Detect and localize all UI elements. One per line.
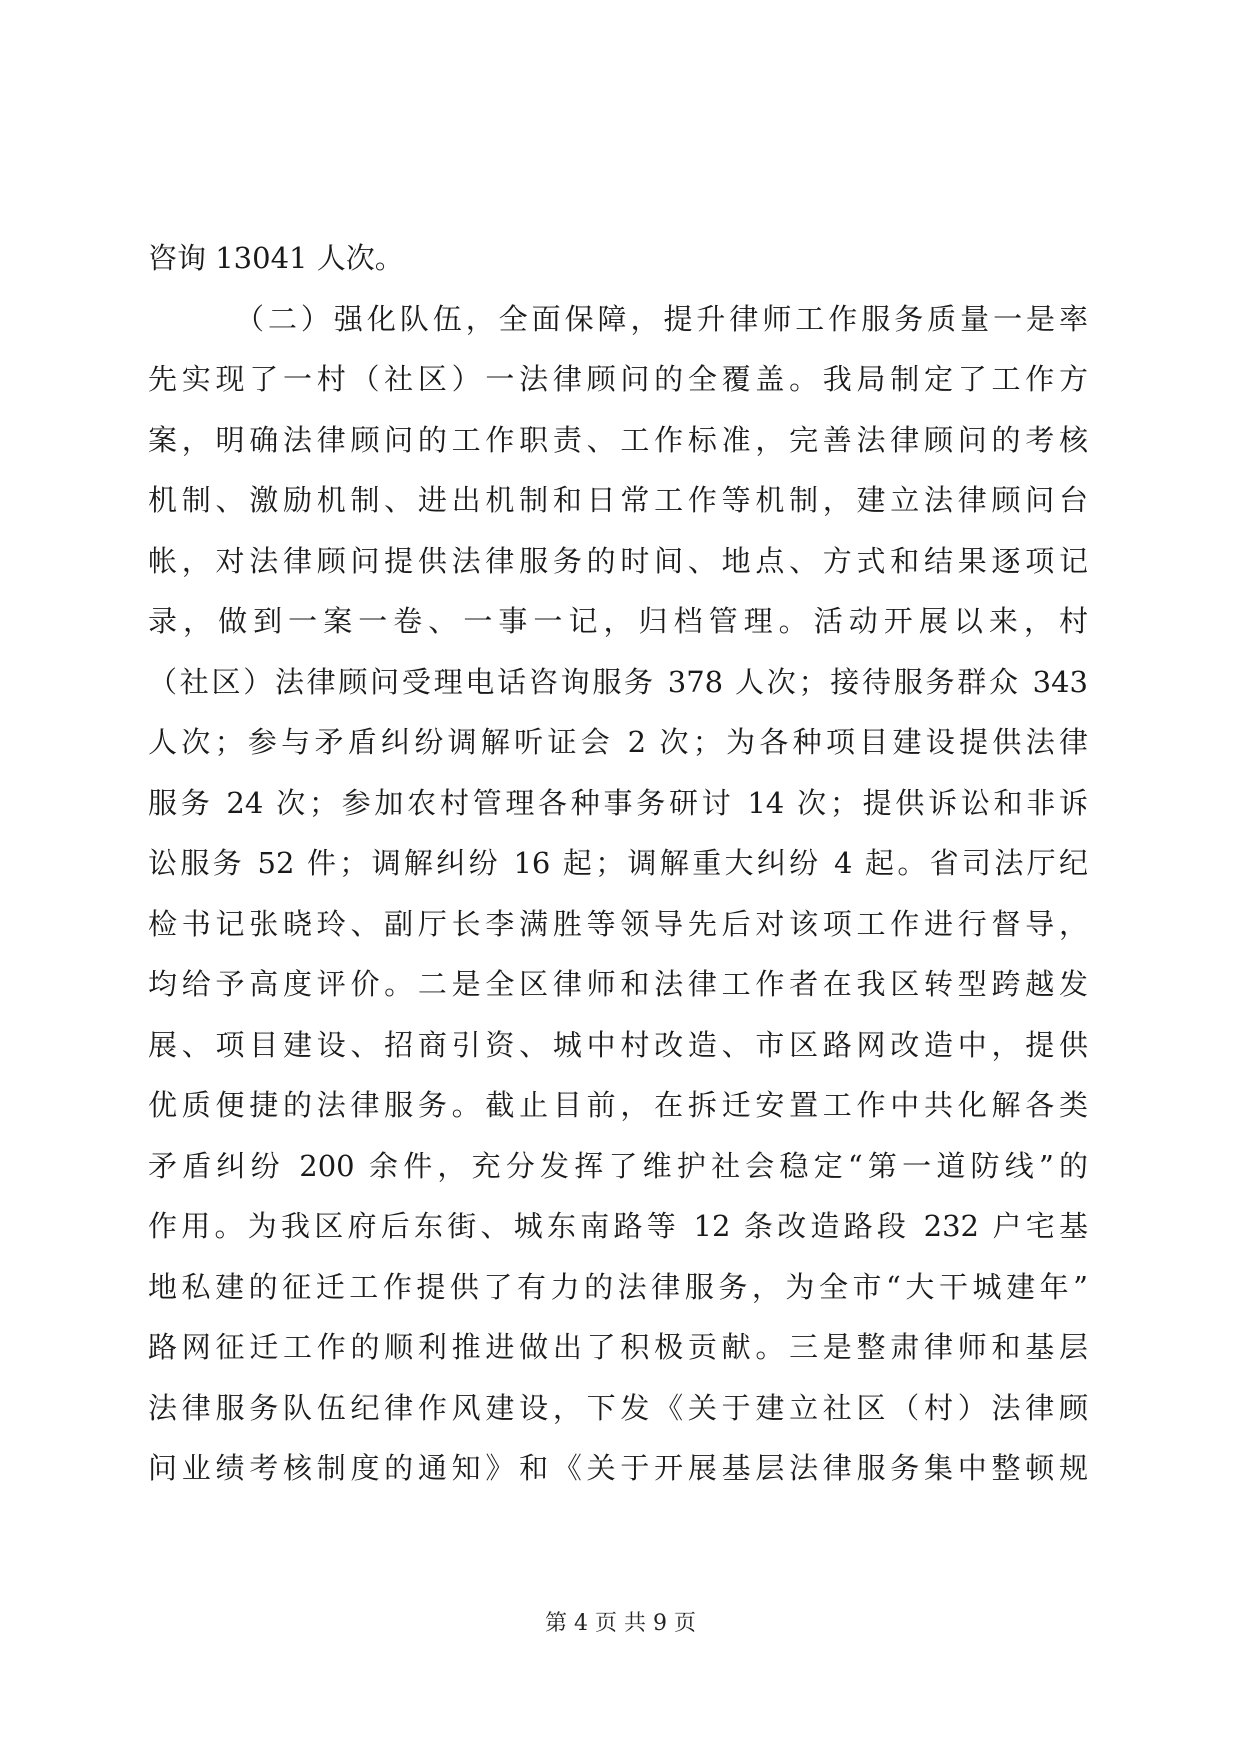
text-line: 作用。为我区府后东街、城东南路等 12 条改造路段 232 户宅基 — [148, 1209, 1088, 1243]
text-line: 机制、激励机制、进出机制和日常工作等机制，建立法律顾问台 — [148, 483, 1088, 517]
text-line: 路网征迁工作的顺利推进做出了积极贡献。三是整肃律师和基层 — [148, 1330, 1088, 1364]
text-line: 地私建的征迁工作提供了有力的法律服务，为全市“大干城建年” — [148, 1269, 1088, 1304]
text-line: 咨询 13041 人次。 — [148, 241, 404, 275]
text-line: 服务 24 次；参加农村管理各种事务研讨 14 次；提供诉讼和非诉 — [148, 785, 1088, 820]
text-line: 先实现了一村（社区）一法律顾问的全覆盖。我局制定了工作方 — [148, 362, 1088, 396]
text-line: 检书记张晓玲、副厅长李满胜等领导先后对该项工作进行督导， — [148, 906, 1088, 941]
text-line: 法律服务队伍纪律作风建设，下发《关于建立社区（村）法律顾 — [148, 1390, 1088, 1425]
text-line: 优质便捷的法律服务。截止目前，在拆迁安置工作中共化解各类 — [148, 1088, 1088, 1122]
text-line: （社区）法律顾问受理电话咨询服务 378 人次；接待服务群众 343 — [148, 664, 1088, 699]
text-line: 帐，对法律顾问提供法律服务的时间、地点、方式和结果逐项记 — [148, 543, 1088, 578]
text-line: 讼服务 52 件；调解纠纷 16 起；调解重大纠纷 4 起。省司法厅纪 — [148, 846, 1088, 880]
text-line: 问业绩考核制度的通知》和《关于开展基层法律服务集中整顿规 — [148, 1451, 1088, 1485]
text-line: 矛盾纠纷 200 余件，充分发挥了维护社会稳定“第一道防线”的 — [148, 1148, 1088, 1183]
body-text — [148, 228, 1088, 1499]
paragraph-first-line: （二）强化队伍，全面保障，提升律师工作服务质量一是率 — [235, 301, 1088, 336]
text-line: 人次；参与矛盾纠纷调解听证会 2 次；为各种项目建设提供法律 — [148, 725, 1088, 759]
page-footer: 第 4 页 共 9 页 — [545, 1611, 696, 1636]
text-line: 录，做到一案一卷、一事一记，归档管理。活动开展以来，村 — [148, 604, 1088, 638]
text-line: 案，明确法律顾问的工作职责、工作标准，完善法律顾问的考核 — [148, 422, 1088, 457]
text-line: 展、项目建设、招商引资、城中村改造、市区路网改造中，提供 — [148, 1027, 1088, 1062]
text-line: 均给予高度评价。二是全区律师和法律工作者在我区转型跨越发 — [148, 967, 1088, 1001]
